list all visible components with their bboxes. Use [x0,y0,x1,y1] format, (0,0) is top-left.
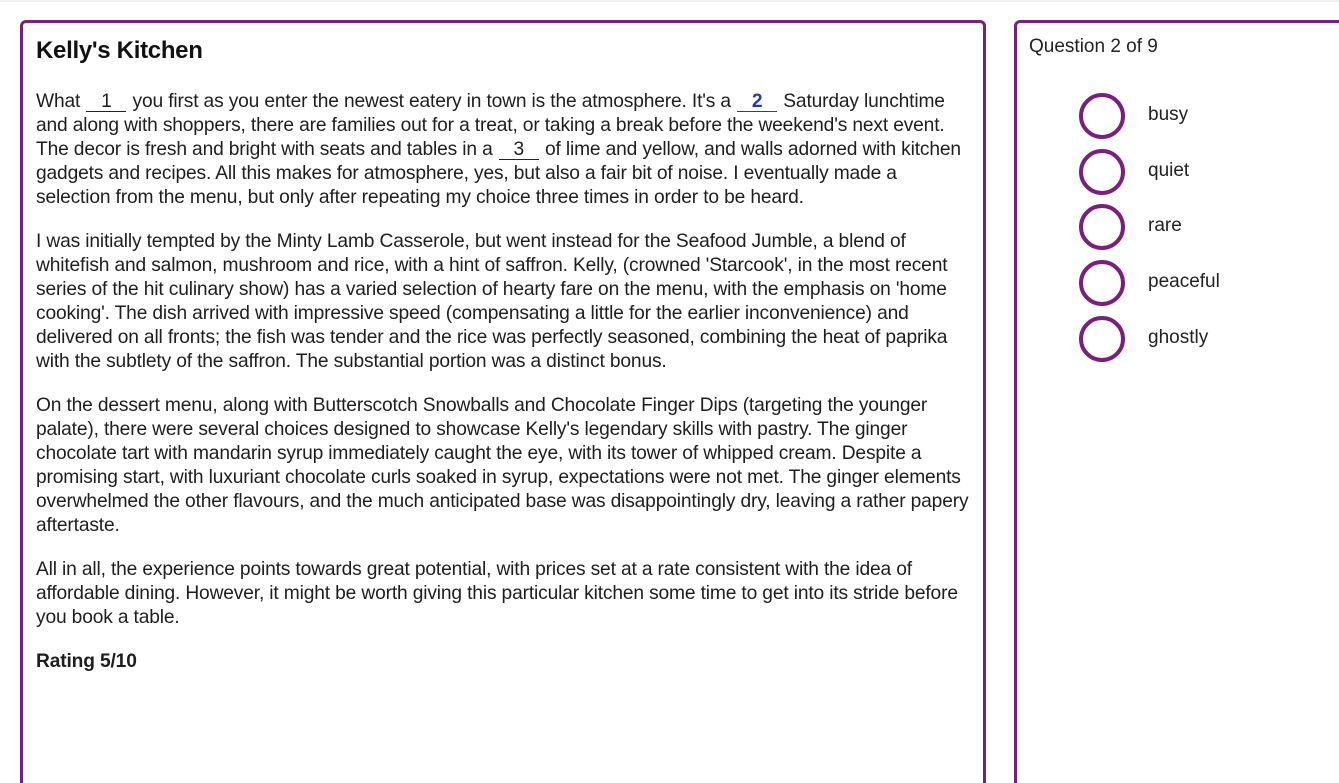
passage-paragraph-2: I was initially tempted by the Minty Lamb Casserole, but went instead for the Seafood Jumble, a blend of whitefish and salmon, mushroom and rice, with a hint of saffron. Kelly, (crowned 'Starcook', in the most recent series of the hit culinary show) has a varied selection of hearty fare on the menu, with the emphasis on 'home cooking'. The dish arrived with impressive speed (compensating a little for the earlier inconvenience) and delivered on all fronts; the fish was tender and the rice was perfectly seasoned, combining the heat of paprika with the subtlety of the saffron. The substantial portion was a distinct bonus. [36,231,948,372]
paragraph-text: Saturday lunchtime and along with shoppers, there are families out for a treat, or taking a break before the weekend's next event. The decor is fresh and bright with seats and tables in a [36,91,945,160]
radio-button[interactable] [1079,260,1125,306]
gap-3[interactable]: 3 [499,141,539,160]
passage-paragraph-1 [36,90,976,210]
gap-2-active[interactable]: 2 [737,93,777,112]
top-divider [0,0,1339,2]
question-counter: Question 2 of 9 [1029,36,1158,57]
passage-panel [20,20,986,783]
passage-title: Kelly's Kitchen [36,37,203,64]
option-label[interactable]: busy [1148,104,1189,125]
rating: Rating 5/10 [36,651,137,672]
option-busy[interactable] [1079,93,1319,139]
gap-1[interactable]: 1 [86,93,126,112]
radio-button[interactable] [1079,149,1125,195]
paragraph-text: What [36,91,86,112]
option-label[interactable]: ghostly [1148,327,1209,348]
question-panel [1014,20,1339,783]
paragraph-text: you first as you enter the newest eatery in town is the atmosphere. It's a [127,91,737,112]
radio-button[interactable] [1079,316,1125,362]
option-rare[interactable] [1079,204,1319,250]
passage-paragraph-3: On the dessert menu, along with Butterscotch Snowballs and Chocolate Finger Dips (targeting the younger palate), there were several choices designed to showcase Kelly's legendary skills with pastry. The ginger chocolate tart with mandarin syrup immediately caught the eye, with its tower of whipped cream. Despite a promising start, with luxuriant chocolate curls soaked in syrup, expectations were not met. The ginger elements overwhelmed the other flavours, and the much anticipated base was disappointingly dry, leaving a rather papery aftertaste. [36,395,969,536]
option-label[interactable]: rare [1148,215,1182,236]
radio-button[interactable] [1079,204,1125,250]
option-ghostly[interactable] [1079,316,1319,362]
passage-body [36,90,976,694]
option-label[interactable]: quiet [1148,160,1190,181]
passage-paragraph-4: All in all, the experience points towards great potential, with prices set at a rate consistent with the idea of affordable dining. However, it might be worth giving this particular kitchen some time to get into its stride before you book a table. [36,559,958,628]
radio-button[interactable] [1079,93,1125,139]
option-quiet[interactable] [1079,149,1319,195]
paragraph-text: of lime and yellow, and walls adorned with kitchen gadgets and recipes. All this makes for atmosphere, yes, but also a fair bit of noise. I eventually made a selection from the menu, but only after repeating my choice three times in order to be heard. [36,139,961,208]
option-peaceful[interactable] [1079,260,1319,306]
option-label[interactable]: peaceful [1148,271,1220,292]
